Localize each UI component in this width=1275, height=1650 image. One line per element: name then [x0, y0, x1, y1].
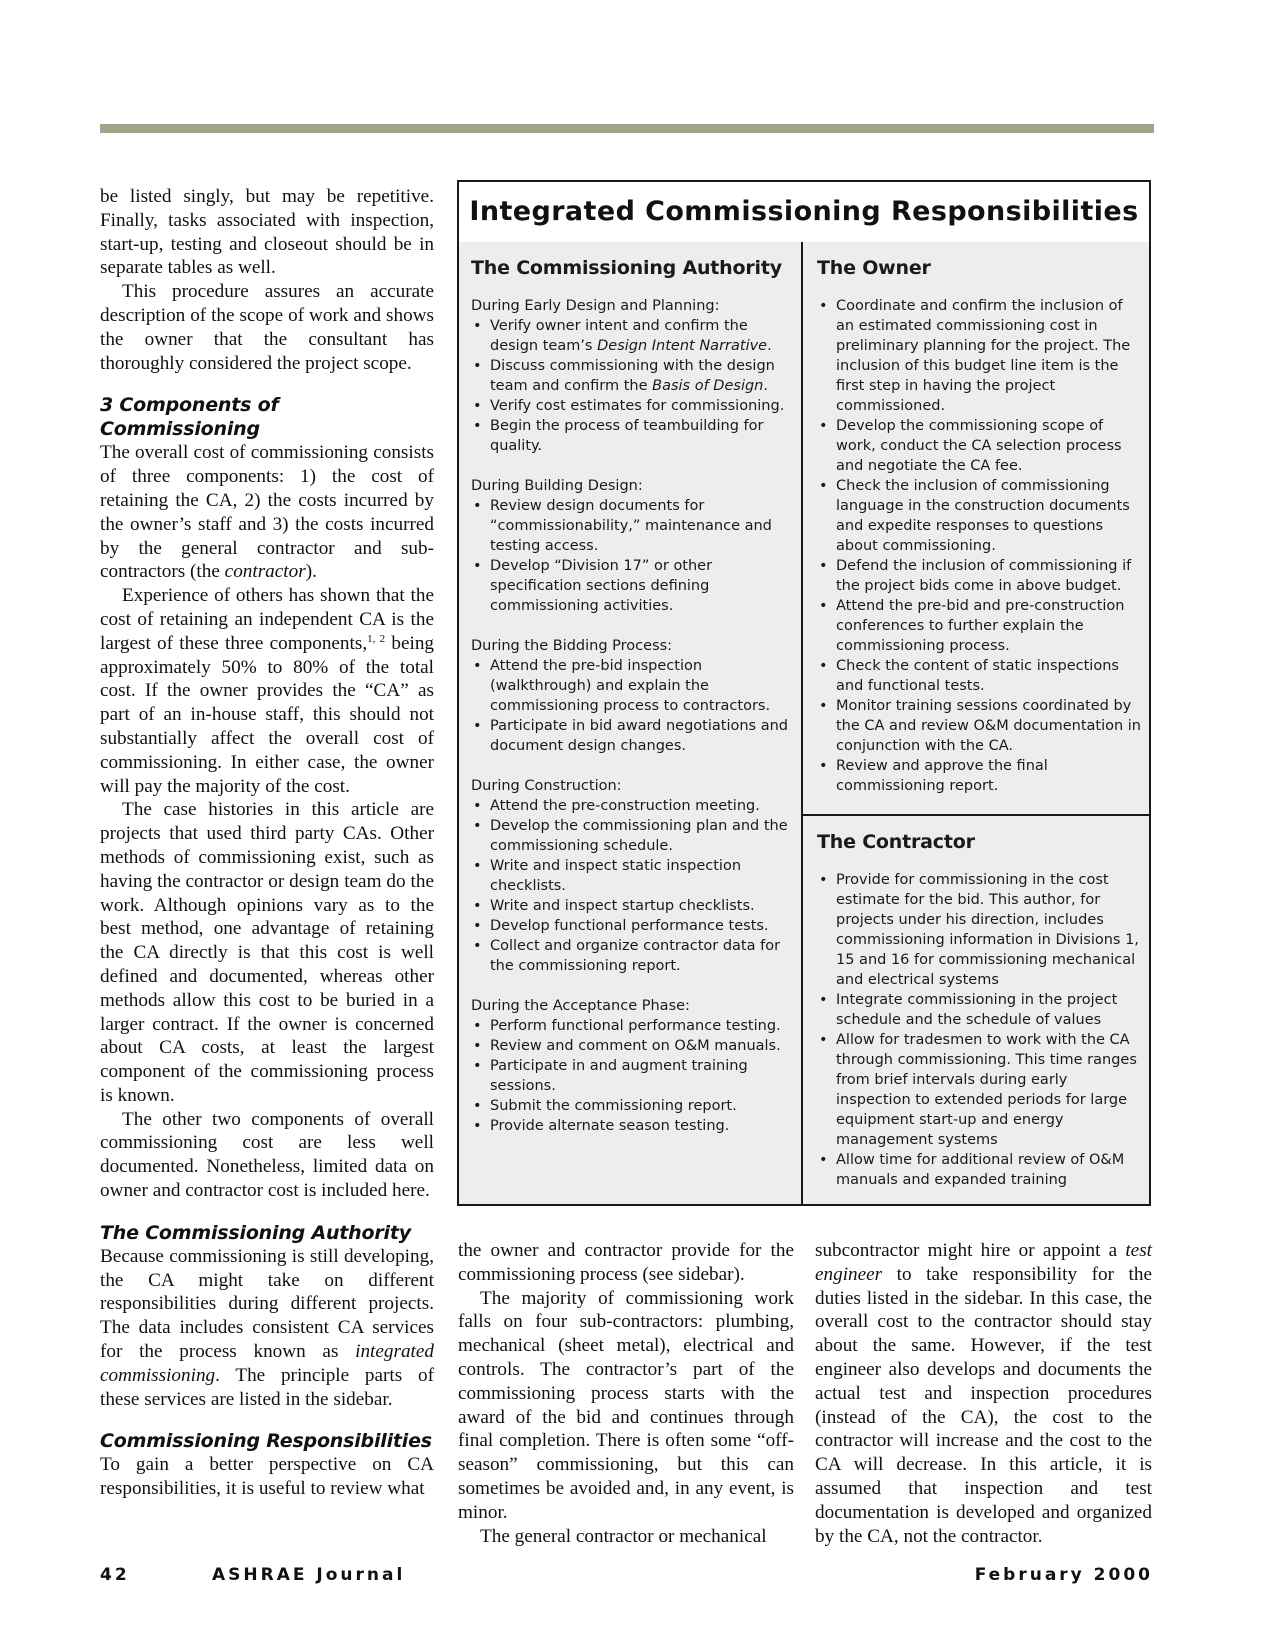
page-number: 42 [100, 1565, 130, 1585]
phase-label: During Building Design: [471, 478, 643, 494]
list-item: • Submit the commissioning report. [471, 1096, 793, 1116]
sidebar-box [457, 180, 1151, 1206]
paragraph: Experience of others has shown that the cost of retaining an independent CA is the largest of these three components,$^{1, 2}$ being approximately 50% to 80% of the total cost. If the owner provides the “CA” as part of an in-house staff, this should not substantially affect the overall cost of commissioning. In either case, the owner will pay the majority of the cost. [100, 585, 435, 797]
panel-heading: The Contractor [817, 831, 975, 853]
list-item: • Review design documents for “commissionability,” maintenance and testing access. [471, 496, 793, 556]
phase-label: During Construction: [471, 778, 622, 794]
list-item: • Verify owner intent and confirm the design team’s Design Intent Narrative. [471, 316, 793, 356]
section-heading: Commissioning Responsibilities [100, 1430, 432, 1453]
section-heading: The Commissioning Authority [100, 1221, 411, 1244]
paragraph: The case histories in this article are projects that used third party CAs. Other methods of commissioning exist, such as having the contractor or design team do the work. Although opinions vary as to the best method, one advantage of retaining the CA directly is that this cost is well defined and documented, whereas other methods allow this cost to be buried in a larger contract. If the owner is concerned about CA costs, at least the largest component of the commissioning process is known. [100, 799, 434, 1106]
list-item: • Discuss commissioning with the design team and confirm the Basis of Design. [471, 356, 793, 396]
list-item: • Attend the pre-construction meeting. [471, 796, 793, 816]
list-item: • Develop “Division 17” or other specification sections defining commissioning activities. [471, 556, 793, 616]
text-column-2 [458, 1239, 794, 1548]
paragraph: Because commissioning is still developing, the CA might take on different responsibilities during different projects. The data includes consistent CA services for the process known as integrated commissioning. The principle parts of these services are listed in the sidebar. [100, 1245, 434, 1410]
list-item: • Check the content of static inspections and functional tests. [817, 656, 1141, 696]
list-item: • Begin the process of teambuilding for quality. [471, 416, 793, 456]
list-item: • Check the inclusion of commissioning language in the construction documents and expedite responses to questions about commissioning. [817, 476, 1141, 556]
journal-name: ASHRAE Journal [212, 1565, 406, 1585]
list-item: • Write and inspect startup checklists. [471, 896, 793, 916]
list-item: • Allow for tradesmen to work with the CA through commissioning. This time ranges from brief intervals during early inspection to extended periods for large equipment start-up and energy management systems [817, 1030, 1141, 1150]
paragraph: The general contractor or mechanical [480, 1525, 767, 1547]
list-item: • Allow time for additional review of O&M manuals and expanded training [817, 1150, 1141, 1190]
panel-owner [803, 242, 1149, 814]
header-rule [100, 124, 1154, 133]
sidebar-title: Integrated Commissioning Responsibilities [469, 196, 1139, 227]
list-item: • Monitor training sessions coordinated by the CA and review O&M documentation in conjunction with the CA. [817, 696, 1141, 756]
list-item: • Defend the inclusion of commissioning if the project bids come in above budget. [817, 556, 1141, 596]
paragraph: This procedure assures an accurate description of the scope of work and shows the owner that the consultant has thoroughly considered the project scope. [100, 281, 434, 374]
list-item: • Participate in bid award negotiations and document design changes. [471, 716, 793, 756]
list-item: • Coordinate and confirm the inclusion of an estimated commissioning cost in preliminary planning for the project. The inclusion of this budget line item is the first step in having the project commissioned. [817, 296, 1141, 416]
list-item: • Provide for commissioning in the cost estimate for the bid. This author, for projects under his direction, includes commissioning information in Divisions 1, 15 and 16 for commissioning mechanical and electrical systems [817, 870, 1141, 990]
paragraph: subcontractor might hire or appoint a test engineer to take responsibility for the duties listed in the sidebar. In this case, the overall cost to the contractor should stay about the same. However, if the test engineer also develops and documents the actual test and inspection procedures (instead of the CA), the cost to the contractor will increase and the cost to the CA will decrease. In this article, it is assumed that inspection and test documentation is developed and organized by the CA, not the contractor. [815, 1240, 1152, 1547]
list-item: • Participate in and augment training sessions. [471, 1056, 793, 1096]
list-item: • Attend the pre-bid inspection (walkthrough) and explain the commissioning process to contractors. [471, 656, 793, 716]
list-item: • Attend the pre-bid and pre-construction conferences to further explain the commissioning process. [817, 596, 1141, 656]
list-item: • Develop the commissioning plan and the commissioning schedule. [471, 816, 793, 856]
phase-label: During Early Design and Planning: [471, 298, 720, 314]
paragraph: be listed singly, but may be repetitive. Finally, tasks associated with inspection, start-up, testing and closeout should be in separate tables as well. [100, 186, 434, 279]
panel-heading: The Owner [817, 257, 931, 279]
list-item: • Provide alternate season testing. [471, 1116, 793, 1136]
list-item: • Integrate commissioning in the project schedule and the schedule of values [817, 990, 1141, 1030]
list-item: • Develop functional performance tests. [471, 916, 793, 936]
list-item: • Develop the commissioning scope of work, conduct the CA selection process and negotiate the CA fee. [817, 416, 1141, 476]
phase-label: During the Bidding Process: [471, 638, 673, 654]
text-column-1 [100, 185, 434, 1501]
list-item: • Review and approve the final commissioning report. [817, 756, 1141, 796]
paragraph: To gain a better perspective on CA responsibilities, it is useful to review what [100, 1454, 434, 1500]
panel-heading: The Commissioning Authority [471, 257, 782, 279]
phase-label: During the Acceptance Phase: [471, 998, 690, 1014]
paragraph: the owner and contractor provide for the commissioning process (see sidebar). [458, 1240, 794, 1285]
section-heading: 3 Components of Commissioning [100, 394, 279, 441]
list-item: • Collect and organize contractor data for the commissioning report. [471, 936, 793, 976]
paragraph: The other two components of overall commissioning cost are less well documented. Nonetheless, limited data on owner and contractor cost is included here. [100, 1108, 434, 1202]
list-item: • Verify cost estimates for commissioning. [471, 396, 793, 416]
issue-date: February 2000 [974, 1565, 1153, 1585]
list-item: • Perform functional performance testing. [471, 1016, 793, 1036]
list-item: • Write and inspect static inspection checklists. [471, 856, 793, 896]
panel-contractor [803, 814, 1149, 1204]
paragraph: The majority of commissioning work falls on four sub-contractors: plumbing, mechanical (sheet metal), electrical and controls. The contractor’s part of the commissioning process starts with the award of the bid and continues through final completion. There is often some “off-season” commissioning, but this can sometimes be avoided and, in any event, is minor. [458, 1287, 794, 1523]
panel-commissioning-authority [459, 242, 803, 1204]
text-column-3 [815, 1239, 1152, 1548]
sidebar-title-bar [459, 182, 1149, 244]
citation-superscript: 1, 2 [367, 632, 386, 645]
list-item: • Review and comment on O&M manuals. [471, 1036, 793, 1056]
paragraph: The overall cost of commissioning consists of three components: 1) the cost of retaining the CA, 2) the costs incurred by the owner’s staff and 3) the costs incurred by the general contractor and sub-contractors (the contractor). [100, 442, 434, 583]
